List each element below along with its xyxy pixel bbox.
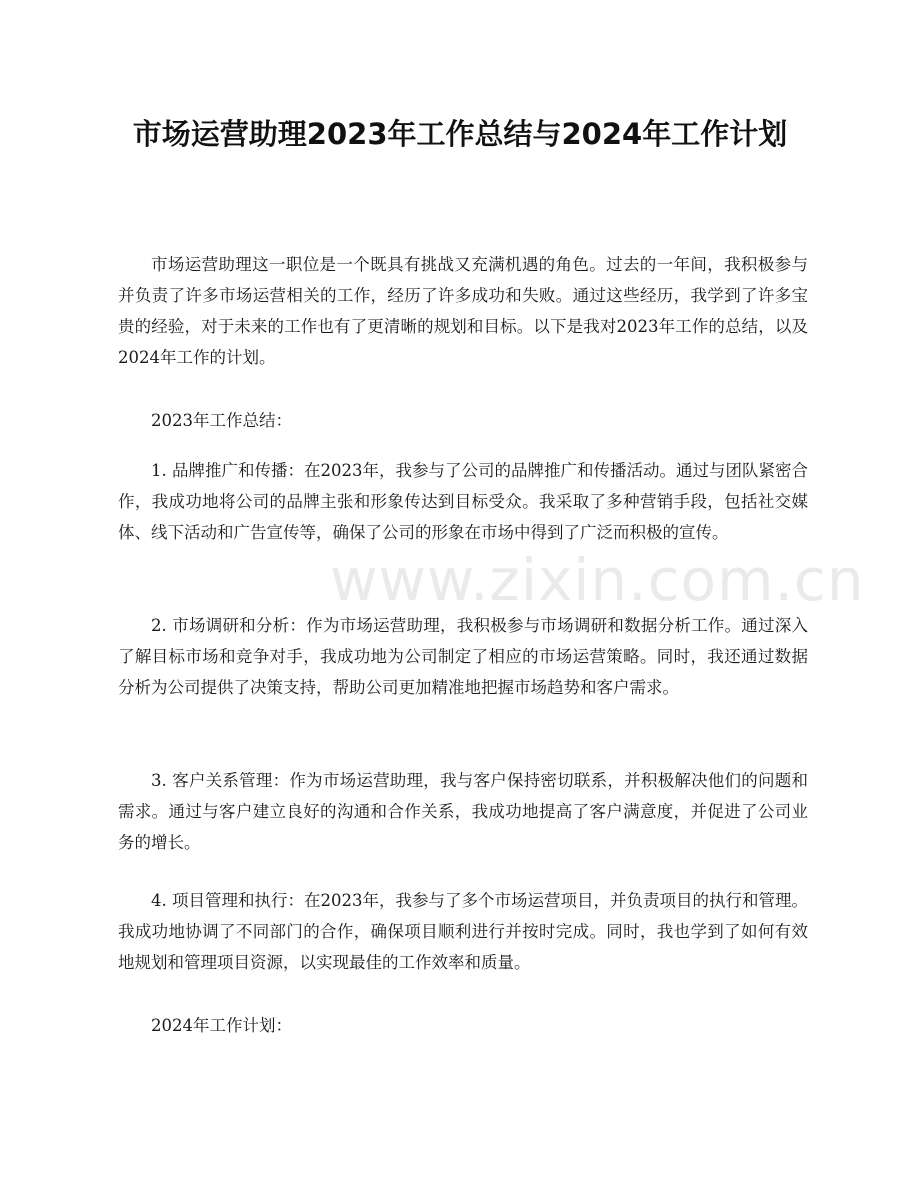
intro-paragraph: 市场运营助理这一职位是一个既具有挑战又充满机遇的角色。过去的一年间，我积极参与并负责了许多市场运营相关的工作，经历了许多成功和失败。通过这些经历，我学到了许多宝贵的经验，对于未来的工作也有了更清晰的规划和目标。以下是我对2023年工作的总结，以及2024年工作的计划。 [118,255,808,367]
list-item: 2. 市场调研和分析：作为市场运营助理，我积极参与市场调研和数据分析工作。通过深入了解目标市场和竞争对手，我成功地为公司制定了相应的市场运营策略。同时，我还通过数据分析为公司提供了决策支持，帮助公司更加精准地把握市场趋势和客户需求。 [118,616,808,697]
list-item: 1. 品牌推广和传播：在2023年，我参与了公司的品牌推广和传播活动。通过与团队紧密合作，我成功地将公司的品牌主张和形象传达到目标受众。我采取了多种营销手段，包括社交媒体、线下活动和广告宣传等，确保了公司的形象在市场中得到了广泛而积极的宣传。 [118,461,808,542]
plan-heading: 2024年工作计划： [151,1016,292,1035]
list-item: 4. 项目管理和执行：在2023年，我参与了多个市场运营项目，并负责项目的执行和管理。我成功地协调了不同部门的合作，确保项目顺利进行并按时完成。同时，我也学到了如何有效地规划和管理项目资源，以实现最佳的工作效率和质量。 [118,891,808,972]
list-item: 3. 客户关系管理：作为市场运营助理，我与客户保持密切联系，并积极解决他们的问题和需求。通过与客户建立良好的沟通和合作关系，我成功地提高了客户满意度，并促进了公司业务的增长。 [118,771,808,852]
page-title: 市场运营助理2023年工作总结与2024年工作计划 [132,117,788,151]
watermark: www.zixin.com.cn [330,546,865,614]
summary-heading: 2023年工作总结： [151,411,292,430]
